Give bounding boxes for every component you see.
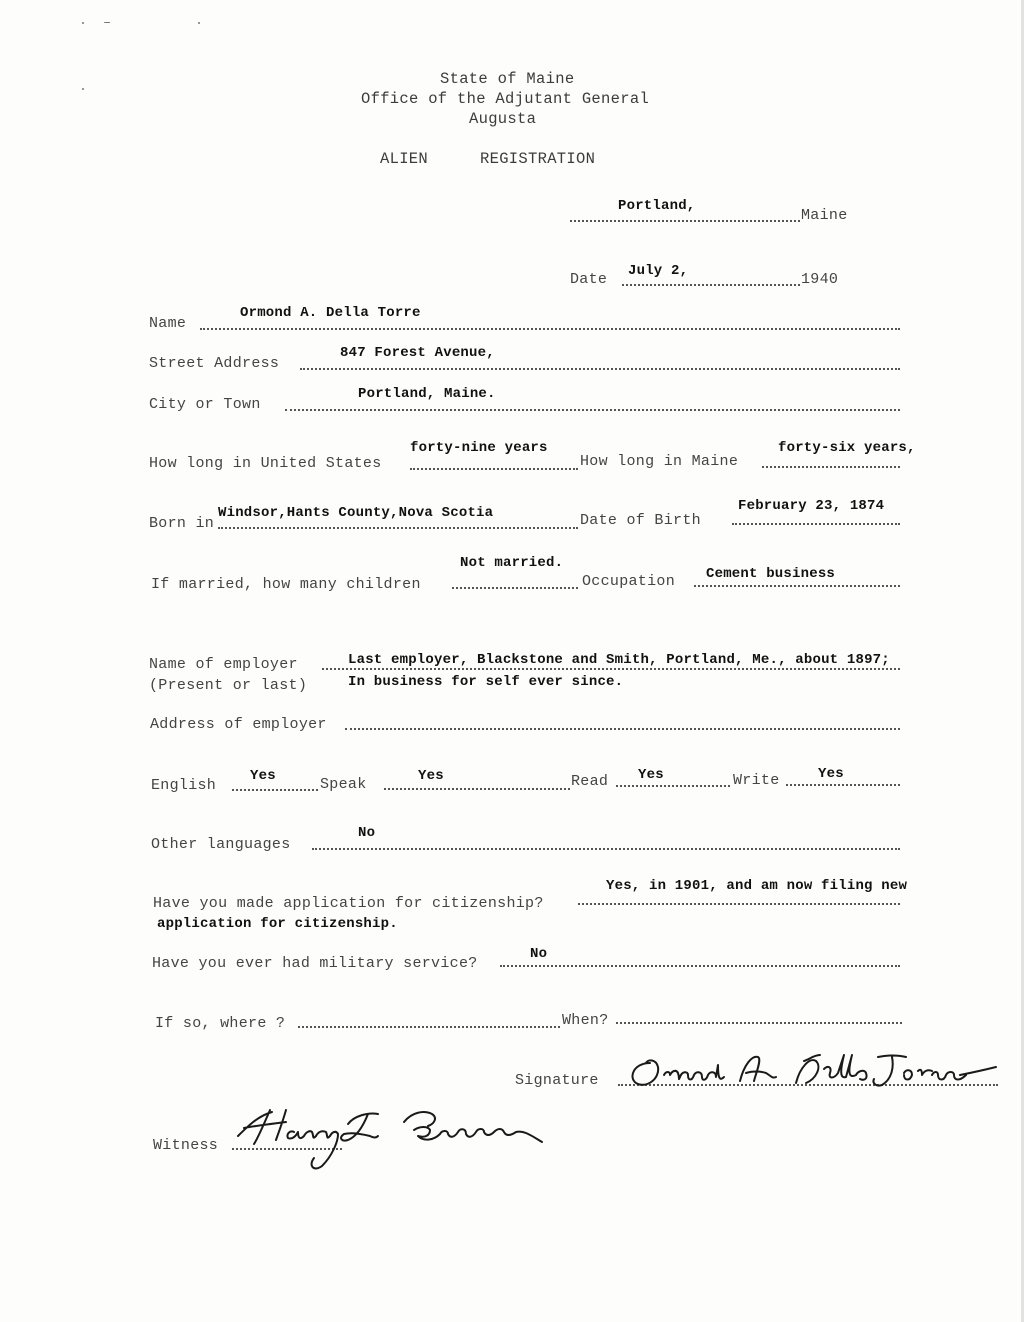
header-city: Augusta <box>469 110 537 128</box>
citizenship-value: Yes, in 1901, and am now filing new <box>606 878 908 894</box>
children-line <box>452 587 578 589</box>
born-label: Born in <box>149 515 215 532</box>
witness-handwriting <box>228 1100 558 1175</box>
read-value: Yes <box>638 767 664 783</box>
dob-line <box>732 523 900 525</box>
military-label: Have you ever had military service? <box>152 955 478 972</box>
children-label: If married, how many children <box>151 576 421 593</box>
where-label: If so, where ? <box>155 1015 286 1032</box>
name-value: Ormond A. Della Torre <box>240 305 421 321</box>
write-value: Yes <box>818 766 844 782</box>
header-state: State of Maine <box>440 70 575 88</box>
citizenship-label: Have you made application for citizenship? <box>153 895 544 912</box>
employer-label-2: (Present or last) <box>149 677 308 694</box>
scan-speck <box>198 22 200 24</box>
dob-label: Date of Birth <box>580 512 701 529</box>
date-value: July 2, <box>628 263 689 279</box>
write-line <box>786 784 900 786</box>
city-label: City or Town <box>149 396 261 413</box>
employer-value: Last employer, Blackstone and Smith, Portland, Me., about 1897; <box>348 652 890 668</box>
other-languages-line <box>312 848 900 850</box>
date-year: 1940 <box>801 271 839 288</box>
occupation-line <box>694 585 900 587</box>
place-value: Portland, <box>618 198 696 214</box>
scan-speck <box>82 22 84 24</box>
speak-line <box>384 788 570 790</box>
english-value: Yes <box>250 768 276 784</box>
us-time-line <box>410 468 578 470</box>
maine-time-value: forty-six years, <box>778 440 916 456</box>
read-label: Read <box>571 773 609 790</box>
scan-speck <box>104 22 110 23</box>
witness-label: Witness <box>153 1137 219 1154</box>
citizenship-value-2: application for citizenship. <box>157 916 398 932</box>
header-registration: REGISTRATION <box>480 150 596 168</box>
city-value: Portland, Maine. <box>358 386 496 402</box>
occupation-value: Cement business <box>706 566 836 582</box>
street-label: Street Address <box>149 355 280 372</box>
employer-address-line <box>345 728 900 730</box>
place-suffix: Maine <box>801 207 848 224</box>
street-line <box>300 368 900 370</box>
employer-value-2: In business for self ever since. <box>348 674 624 690</box>
place-line <box>570 220 800 222</box>
date-line <box>622 284 800 286</box>
citizenship-line <box>578 903 900 905</box>
city-line <box>285 409 900 411</box>
dob-value: February 23, 1874 <box>738 498 885 514</box>
where-line <box>298 1026 560 1028</box>
name-label: Name <box>149 315 187 332</box>
name-line <box>200 328 900 330</box>
employer-label: Name of employer <box>149 656 298 673</box>
speak-value: Yes <box>418 768 444 784</box>
header-office: Office of the Adjutant General <box>361 90 650 108</box>
maine-time-line <box>762 466 900 468</box>
military-line <box>500 965 900 967</box>
english-label: English <box>151 777 217 794</box>
other-languages-label: Other languages <box>151 836 291 853</box>
occupation-label: Occupation <box>582 573 676 590</box>
write-label: Write <box>733 772 780 789</box>
header-alien: ALIEN <box>380 150 429 168</box>
street-value: 847 Forest Avenue, <box>340 345 495 361</box>
date-label: Date <box>570 271 608 288</box>
read-line <box>616 785 730 787</box>
us-time-label: How long in United States <box>149 455 382 472</box>
other-languages-value: No <box>358 825 376 841</box>
employer-address-label: Address of employer <box>150 716 327 733</box>
employer-line <box>322 668 900 670</box>
signature-handwriting <box>620 1045 1000 1097</box>
when-label: When? <box>562 1012 609 1029</box>
when-line <box>616 1022 902 1024</box>
children-value: Not married. <box>460 555 564 571</box>
us-time-value: forty-nine years <box>410 440 548 456</box>
military-value: No <box>530 946 548 962</box>
maine-time-label: How long in Maine <box>580 453 739 470</box>
scan-speck <box>82 88 84 90</box>
born-value: Windsor,Hants County,Nova Scotia <box>218 505 494 521</box>
english-line <box>232 789 318 791</box>
born-line <box>218 527 578 529</box>
speak-label: Speak <box>320 776 367 793</box>
signature-label: Signature <box>515 1072 599 1089</box>
